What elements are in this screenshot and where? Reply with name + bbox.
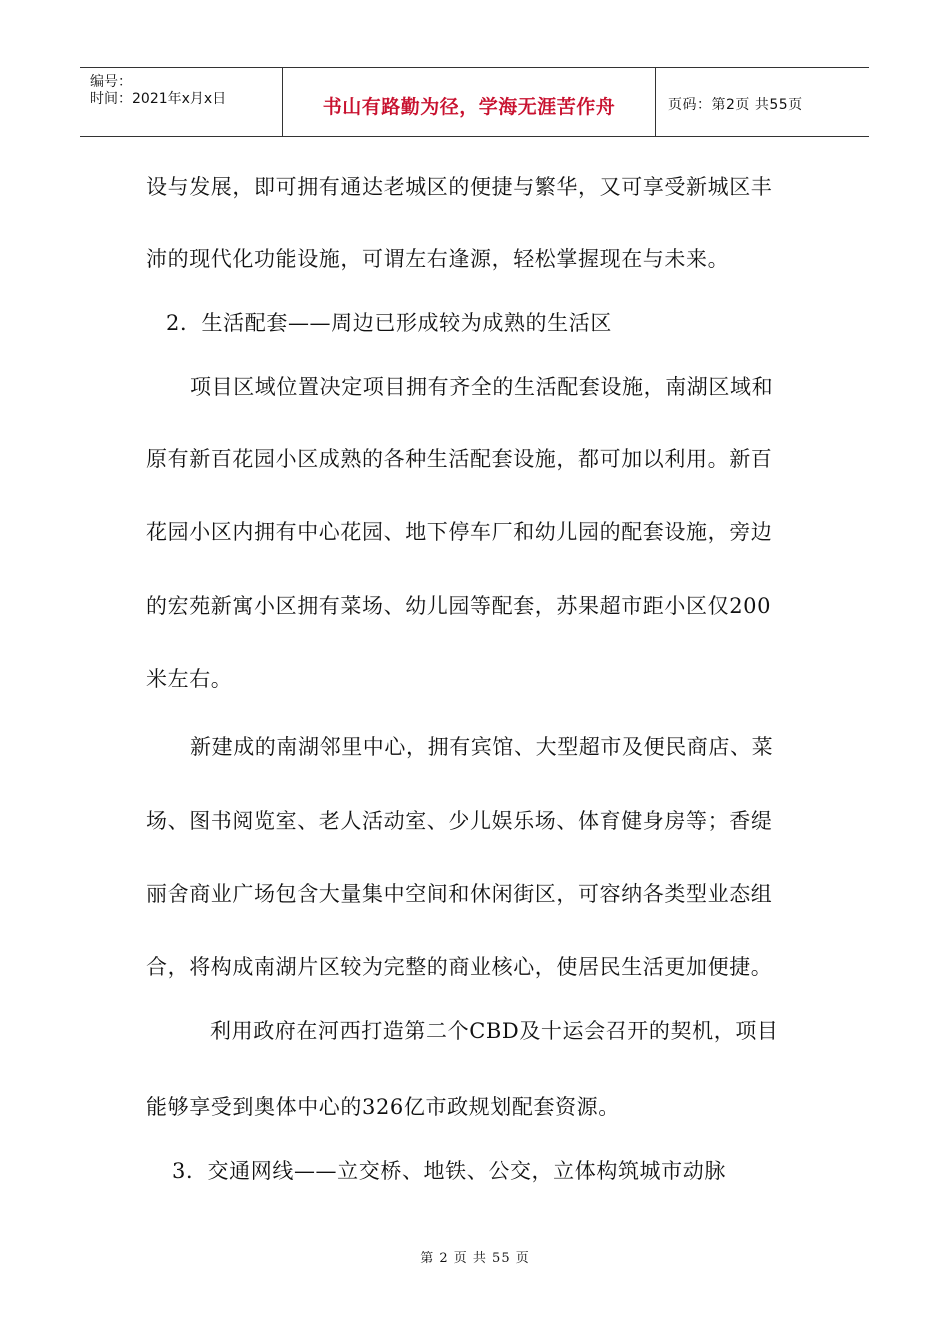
header-meta-cell	[80, 68, 283, 136]
page-info: 页码：第2页 共55页	[668, 97, 803, 113]
body-line: 花园小区内拥有中心花园、地下停车厂和幼儿园的配套设施，旁边	[146, 520, 773, 544]
header-motto-cell	[283, 68, 656, 136]
page-header-table	[80, 67, 869, 137]
section-heading: 2．生活配套——周边已形成较为成熟的生活区	[166, 311, 612, 335]
body-line: 原有新百花园小区成熟的各种生活配套设施，都可加以利用。新百	[146, 447, 773, 471]
header-page-cell	[656, 68, 869, 136]
date-label: 时间：2021年x月x日	[90, 91, 227, 107]
body-line: 场、图书阅览室、老人活动室、少儿娱乐场、体育健身房等；香缇	[146, 809, 773, 833]
body-line: 米左右。	[146, 667, 233, 691]
body-line: 沛的现代化功能设施，可谓左右逢源，轻松掌握现在与未来。	[146, 247, 730, 271]
body-line: 项目区域位置决定项目拥有齐全的生活配套设施，南湖区域和	[190, 375, 774, 399]
body-line: 合，将构成南湖片区较为完整的商业核心，使居民生活更加便捷。	[146, 955, 773, 979]
section-heading: 3．交通网线——立交桥、地铁、公交，立体构筑城市动脉	[172, 1159, 726, 1183]
body-line: 能够享受到奥体中心的326亿市政规划配套资源。	[146, 1095, 620, 1119]
page-footer: 第 2 页 共 55 页	[420, 1251, 530, 1266]
body-line: 设与发展，即可拥有通达老城区的便捷与繁华，又可享受新城区丰	[146, 175, 773, 199]
body-line: 丽舍商业广场包含大量集中空间和休闲街区，可容纳各类型业态组	[146, 882, 773, 906]
body-line: 新建成的南湖邻里中心，拥有宾馆、大型超市及便民商店、菜	[190, 735, 774, 759]
body-line: 利用政府在河西打造第二个CBD及十运会召开的契机，项目	[210, 1019, 779, 1043]
doc-number-label: 编号：	[90, 74, 132, 90]
motto-text: 书山有路勤为径，学海无涯苦作舟	[322, 96, 616, 118]
body-line: 的宏苑新寓小区拥有菜场、幼儿园等配套，苏果超市距小区仅200	[146, 594, 772, 618]
